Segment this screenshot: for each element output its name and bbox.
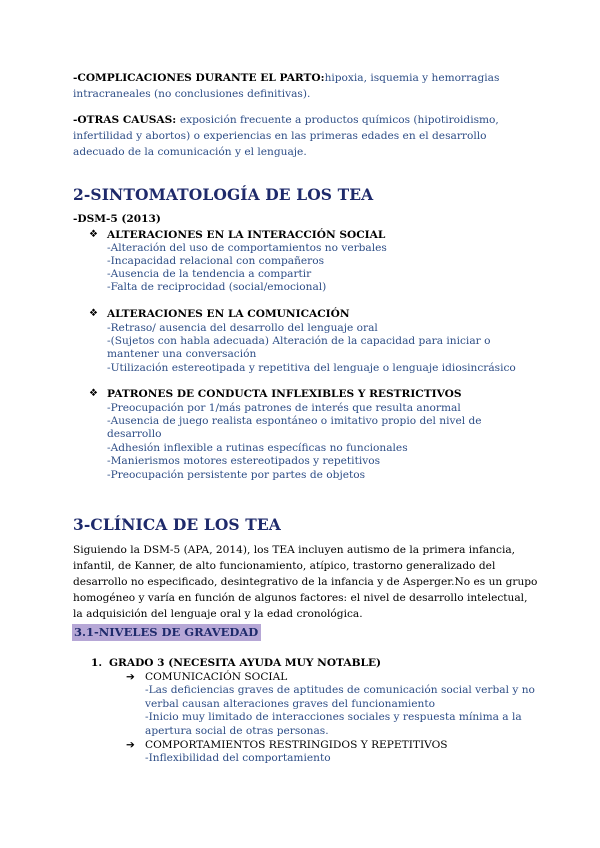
otras-text-1: exposición frecuente a productos químicos (hipotiroidismo, [179,114,499,126]
list-item: desarrollo [107,428,162,440]
list-item: mantener una conversación [107,348,257,360]
group-heading: ALTERACIONES EN LA COMUNICACIÓN [107,308,350,320]
list-item: -Retraso/ ausencia del desarrollo del lenguaje oral [107,322,378,334]
list-item: -Falta de reciprocidad (social/emocional) [107,281,327,293]
list-item: -Ausencia de juego realista espontáneo o imitativo propio del nivel de [107,415,482,427]
group-heading: ALTERACIONES EN LA INTERACCIÓN SOCIAL [107,229,386,241]
block-line: -Inicio muy limitado de interacciones sociales y respuesta mínima a la [145,711,522,723]
grado-number: 1. [91,657,103,669]
bullet-icon: ❖ [89,229,98,240]
otras-text-3: adecuado de la comunicación y el lenguaje. [73,146,307,158]
list-item: -Ausencia de la tendencia a compartir [107,268,312,280]
arrow-icon: ➔ [126,739,135,751]
paragraph-line: infantil, de Kanner, de alto funcionamiento, atípico, trastorno generalizado del [73,560,496,572]
bullet-icon: ❖ [89,308,98,319]
list-item: -Adhesión inflexible a rutinas específicas no funcionales [107,442,408,454]
complicaciones-text-1: hipoxia, isquemia y hemorragias [324,72,500,84]
complicaciones-text-2: intracraneales (no conclusiones definitivas). [73,88,311,100]
list-item: -Preocupación por 1/más patrones de interés que resulta anormal [107,402,461,414]
subsection-title-text: 3.1-NIVELES DE GRAVEDAD [72,624,261,641]
otras-text-2: infertilidad y abortos) o experiencias en las primeras edades en el desarrollo [73,130,487,142]
block-heading: COMUNICACIÓN SOCIAL [145,671,288,683]
list-item: -Preocupación persistente por partes de objetos [107,469,366,481]
block-line: apertura social de otras personas. [145,725,329,737]
dsm-label: -DSM-5 (2013) [73,213,161,225]
arrow-icon: ➔ [126,671,135,683]
subsection-title [72,624,261,640]
paragraph-line: homogéneo y varía en función de algunos factores: el nivel de desarrollo intelectual, [73,592,528,604]
complicaciones-line-1 [73,70,499,86]
list-item: -Manierismos motores estereotipados y repetitivos [107,455,381,467]
block-heading: COMPORTAMIENTOS RESTRINGIDOS Y REPETITIVOS [145,739,448,751]
bullet-icon: ❖ [89,388,98,399]
paragraph-line: la adquisición del lenguaje oral y la edad cronológica. [73,608,363,620]
complicaciones-label: -COMPLICACIONES DURANTE EL PARTO: [73,72,325,84]
list-item: -Utilización estereotipada y repetitiva del lenguaje o lenguaje idiosincrásico [107,362,516,374]
list-item: -(Sujetos con habla adecuada) Alteración de la capacidad para iniciar o [107,335,491,347]
otras-line-1 [73,112,499,128]
section3-title: 3-CLÍNICA DE LOS TEA [73,515,281,534]
section2-title: 2-SINTOMATOLOGÍA DE LOS TEA [73,185,374,204]
paragraph-line: Siguiendo la DSM-5 (APA, 2014), los TEA incluyen autismo de la primera infancia, [73,544,516,556]
block-line: verbal causan alteraciones graves del funcionamiento [145,698,435,710]
otras-label: -OTRAS CAUSAS: [73,114,180,126]
group-heading: PATRONES DE CONDUCTA INFLEXIBLES Y RESTRICTIVOS [107,388,462,400]
paragraph-line: desarrollo no especificado, desintegrativo de la infancia y de Asperger.No es un grupo [73,576,538,588]
list-item: -Incapacidad relacional con compañeros [107,255,325,267]
grado-label: GRADO 3 (NECESITA AYUDA MUY NOTABLE) [109,657,382,669]
block-line: -Inflexibilidad del comportamiento [145,752,331,764]
list-item: -Alteración del uso de comportamientos no verbales [107,242,387,254]
block-line: -Las deficiencias graves de aptitudes de comunicación social verbal y no [145,684,535,696]
